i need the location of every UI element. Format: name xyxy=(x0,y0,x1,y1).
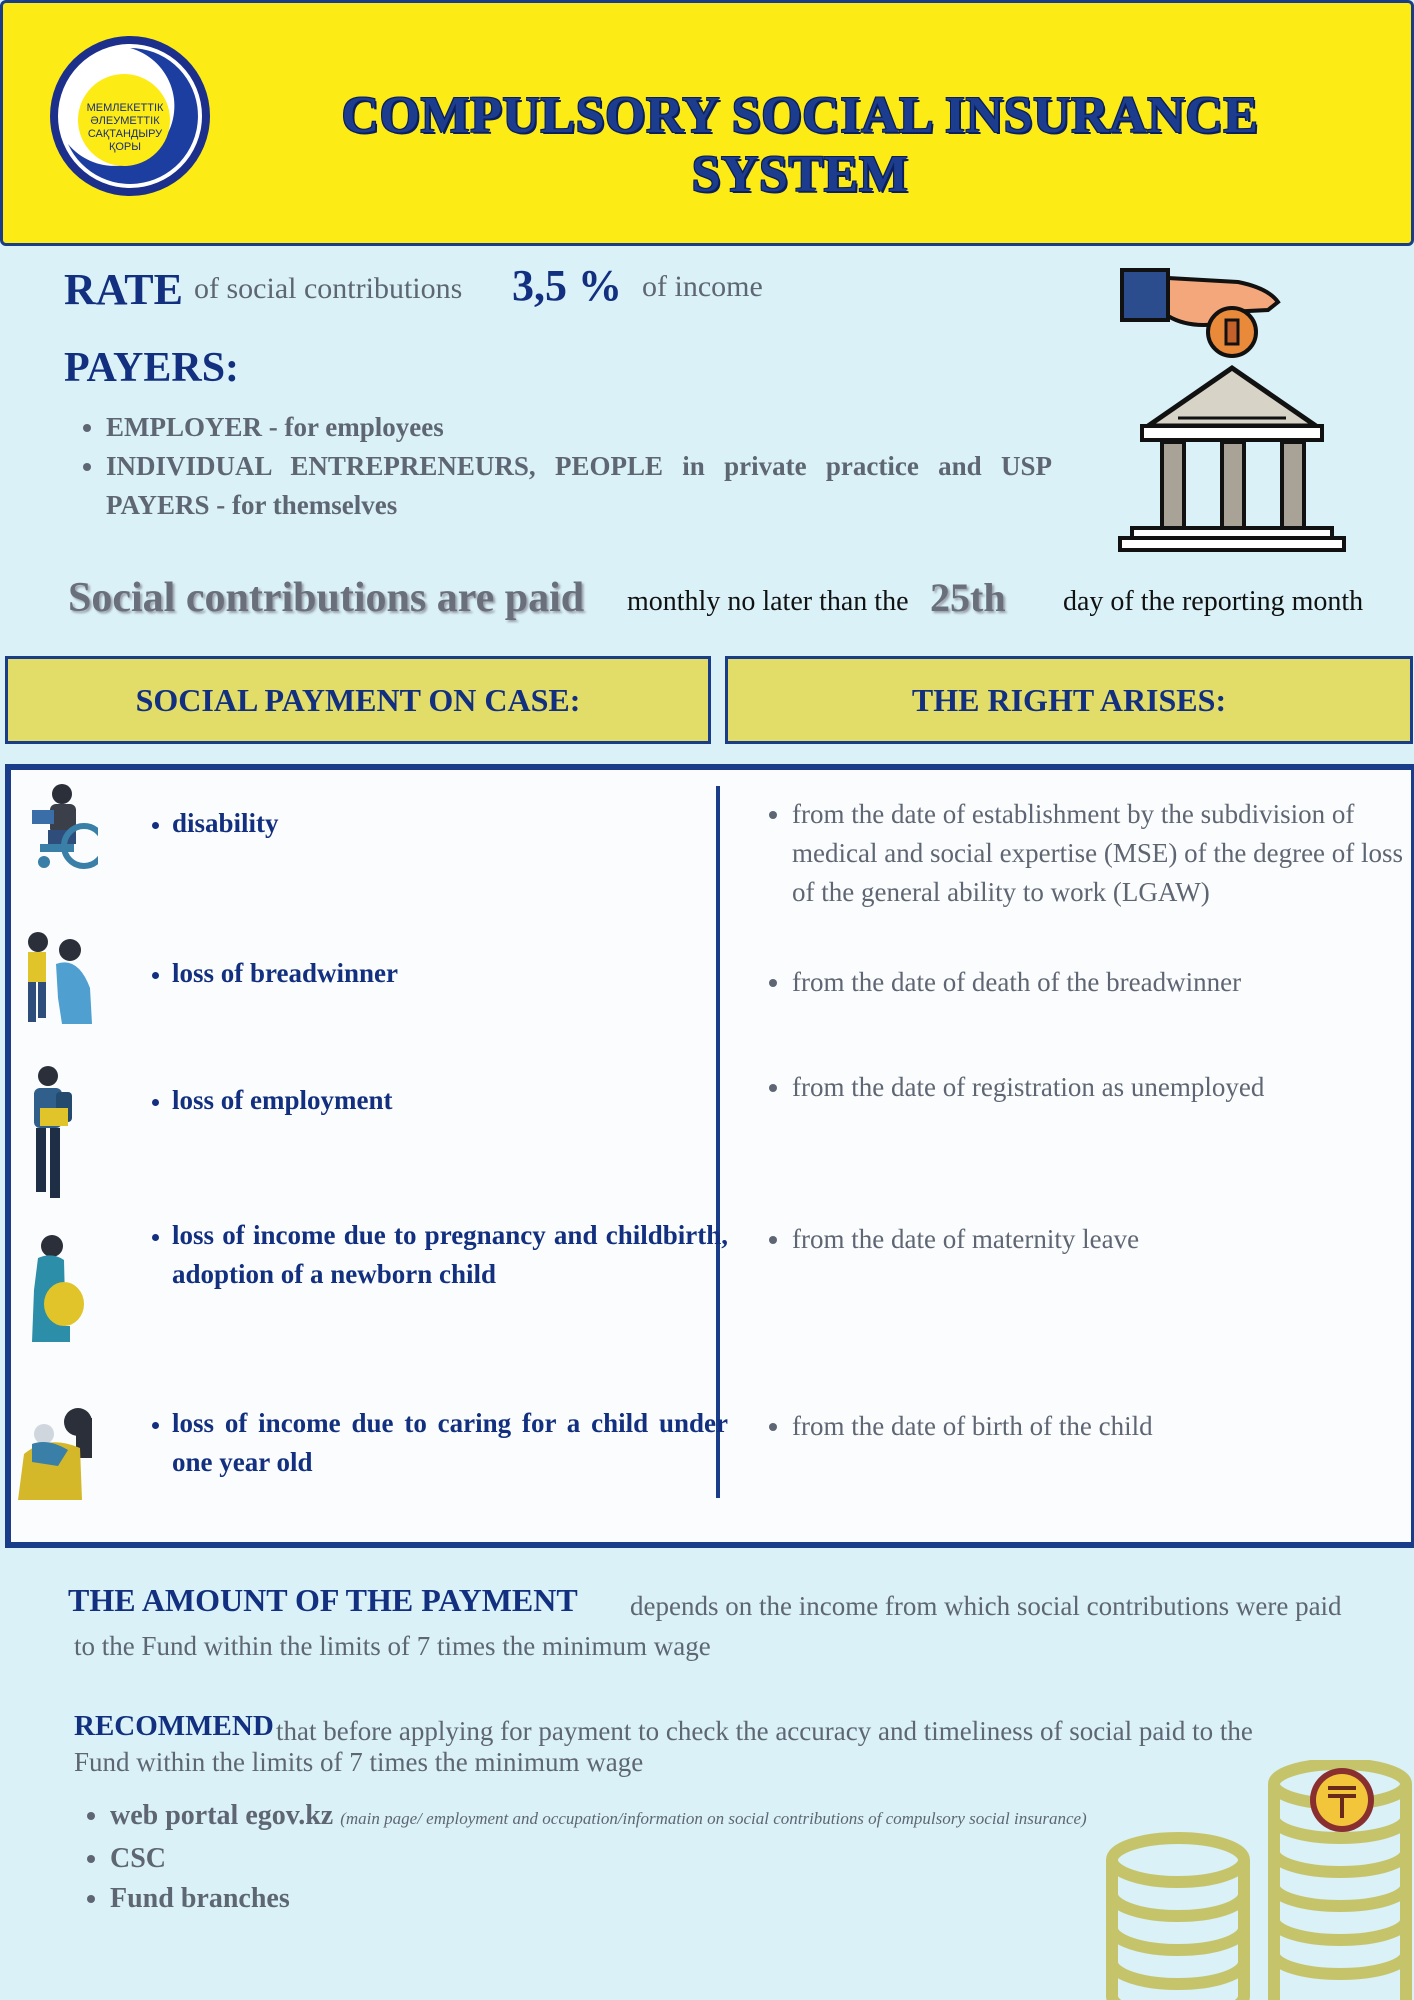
logo-text: МЕМЛЕКЕТТІК ӘЛЕУМЕТТІК САҚТАНДЫРУ ҚОРЫ xyxy=(86,102,164,153)
paid-text-after: day of the reporting month xyxy=(1063,586,1364,617)
paid-day: 25th xyxy=(930,575,1006,620)
egov-note: (main page/ employment and occupation/information on social contributions of compulsory social insurance) xyxy=(340,1809,1087,1828)
table-divider xyxy=(716,786,720,1498)
payer-item: • INDIVIDUAL ENTREPRENEURS, PEOPLE in private practice and USP PAYERS - for themselves xyxy=(106,447,1052,525)
paid-heading: Social contributions are paid xyxy=(68,575,585,621)
amount-text: depends on the income from which social contributions were paid to the Fund within the limits of 7 times the minimum wage xyxy=(74,1591,1342,1661)
recommend-item-branches: • Fund branches xyxy=(110,1879,1087,1919)
case-child-care: • loss of income due to caring for a child under one year old xyxy=(172,1404,728,1482)
rate-label: RATE xyxy=(64,265,183,314)
payer-item: • EMPLOYER - for employees xyxy=(106,408,1052,447)
case-list-item xyxy=(138,804,728,843)
case-loss-of-employment: • loss of employment xyxy=(172,1081,728,1120)
rate-value: 3,5 % xyxy=(512,261,622,310)
right-list-item xyxy=(760,1068,1344,1107)
hand-coin-bank-icon xyxy=(1118,268,1348,552)
right-list-item xyxy=(760,963,1414,1002)
amount-title: THE AMOUNT OF THE PAYMENT xyxy=(68,1582,578,1618)
mother-baby-icon xyxy=(18,1404,98,1500)
right-list-item xyxy=(760,795,1414,912)
right-disability: • from the date of establishment by the subdivision of medical and social expertise (MSE) of the degree of loss of the general ability to work (LGAW) xyxy=(792,795,1414,912)
right-employment: • from the date of registration as unemployed xyxy=(792,1068,1344,1107)
social-payment-header: SOCIAL PAYMENT ON CASE: xyxy=(5,656,711,744)
right-arises-header: THE RIGHT ARISES: xyxy=(725,656,1413,744)
case-list-item xyxy=(138,954,728,993)
case-list-item xyxy=(138,1081,728,1120)
parent-child-icon xyxy=(18,928,98,1032)
right-list-item xyxy=(760,1220,1414,1259)
recommend-item-egov xyxy=(110,1796,1087,1839)
recommend-item-csc: • CSC xyxy=(110,1839,1087,1879)
case-disability: • disability xyxy=(172,804,728,843)
recommend-title: RECOMMEND xyxy=(74,1710,274,1742)
right-breadwinner: • from the date of death of the breadwinner xyxy=(792,963,1414,1002)
wheelchair-person-icon xyxy=(18,782,98,870)
recommend-text: that before applying for payment to check the accuracy and timeliness of social paid to the Fund within the limits of 7 times the minimum wage xyxy=(74,1716,1253,1777)
case-pregnancy: • loss of income due to pregnancy and childbirth, adoption of a newborn child xyxy=(172,1216,728,1294)
payers-list xyxy=(66,408,1052,525)
right-list-item xyxy=(760,1407,1414,1446)
recommend-list xyxy=(72,1796,1087,1919)
page-title: COMPULSORY SOCIAL INSURANCE SYSTEM xyxy=(341,87,1259,203)
rate-text-before: of social contributions xyxy=(194,272,463,305)
rate-text-after: of income xyxy=(642,270,763,303)
case-list-item xyxy=(138,1216,728,1294)
payers-title: PAYERS: xyxy=(64,345,240,391)
right-child-care: • from the date of birth of the child xyxy=(792,1407,1414,1446)
egov-label: web portal egov.kz xyxy=(110,1800,334,1831)
case-list-item xyxy=(138,1404,728,1482)
pregnant-woman-icon xyxy=(18,1230,98,1350)
backpack-person-icon xyxy=(18,1062,98,1206)
tenge-coins-icon xyxy=(1100,1760,1414,2000)
paid-text-before: monthly no later than the xyxy=(627,586,909,617)
right-pregnancy: • from the date of maternity leave xyxy=(792,1220,1414,1259)
case-loss-of-breadwinner: • loss of breadwinner xyxy=(172,954,728,993)
